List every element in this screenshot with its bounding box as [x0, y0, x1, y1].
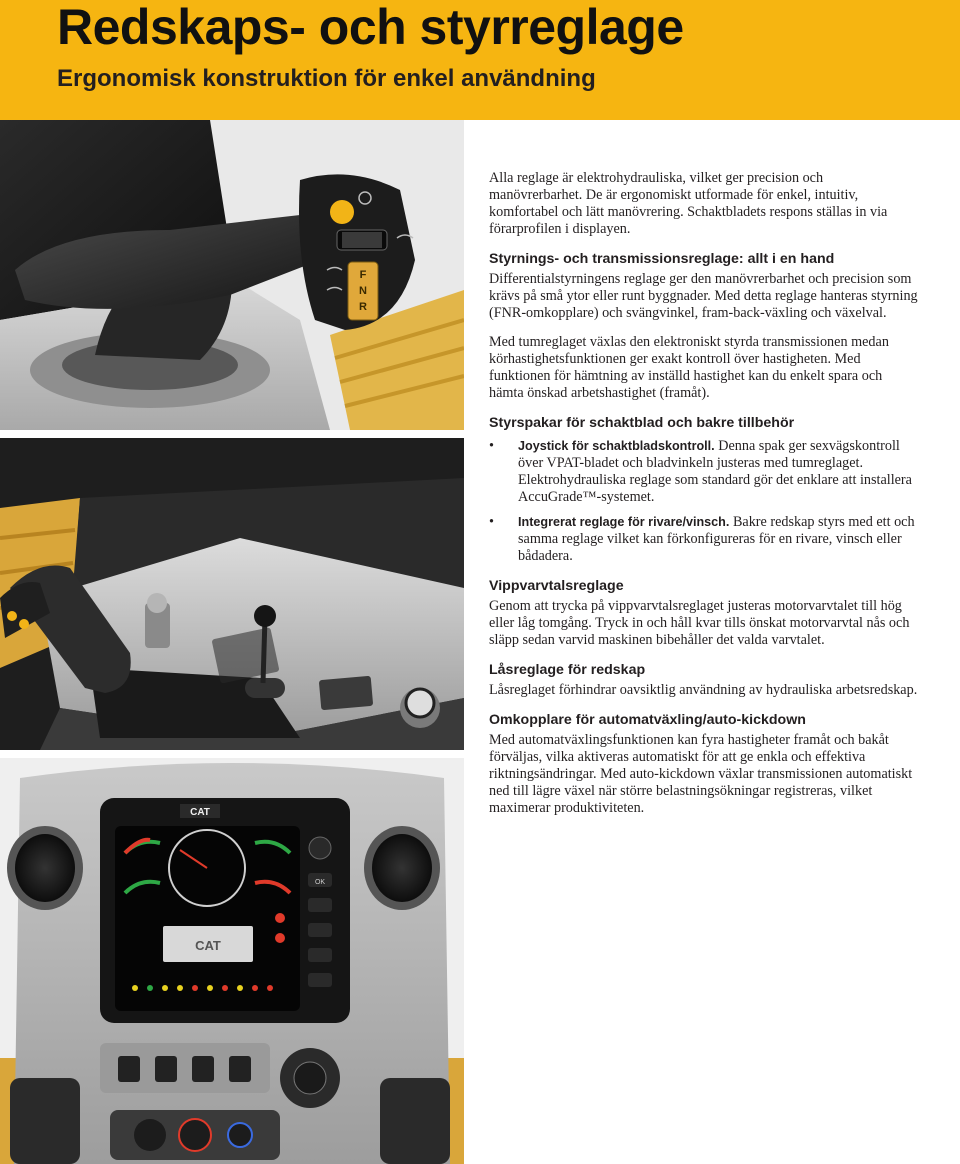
dashboard-photo — [0, 758, 464, 1164]
lock-paragraph: Låsreglaget förhindrar oavsiktlig användning av hydrauliska arbetsredskap. — [489, 682, 918, 698]
section-heading-autoshift: Omkopplare för automatväxling/auto-kickdown — [489, 712, 806, 728]
page-title: Redskaps- och styrreglage — [57, 0, 684, 55]
list-item — [489, 438, 919, 506]
bullet-lead: Integrerat reglage för rivare/vinsch. — [518, 515, 730, 529]
fnr-f-label: F — [359, 269, 367, 281]
right-vent — [372, 834, 432, 902]
levers-list — [489, 438, 919, 565]
text-column — [489, 170, 919, 829]
steering-paragraph-1: Differentialstyrningens reglage ger den manövrerbarhet och precision som krävs på små ytor eller runt byggnader. Med detta reglage hanteras styrning (FNR-omkopplare) och svängvinkel, fram-back-växling och växelval. — [489, 271, 918, 321]
section-heading-steering: Styrnings- och transmissionsreglage: allt i en hand — [489, 251, 835, 267]
page-header — [0, 0, 960, 120]
intro-paragraph: Alla reglage är elektrohydrauliska, vilket ger precision och manövrerbarhet. De är ergonomiskt utformade för enkel, intuitiv, komfortabel och lätt manövrering. Schaktbladets respons ställas in via förarprofilen i displayen. — [489, 170, 888, 237]
bullet-text: Bakre redskap styrs med ett och samma reglage vilket kan förkonfigureras för en rivare, vinsch eller bådadera. — [518, 514, 915, 564]
left-vent — [15, 834, 75, 902]
display-screen — [115, 826, 300, 1011]
ok-key-label: OK — [314, 879, 326, 886]
fnr-n-label: N — [359, 285, 367, 297]
page-subtitle: Ergonomisk konstruktion för enkel användning — [57, 65, 596, 92]
autoshift-paragraph: Med automatväxlingsfunktionen kan fyra hastigheter framåt och bakåt förväljas, vilka aktiveras automatiskt för att ge enkla och effektiva riktningsändringar. Med auto-kickdown växlar transmissionen automatiskt ned till lägre växel när större belastningsökningar registreras, vilket maximerar produktiviteten. — [489, 732, 913, 816]
bullet-text: Denna spak ger sexvägskontroll över VPAT-bladet och bladvinkeln justeras med tumreglaget. Elektrohydrauliska reglage som standard gör det enklare att installera AccuGrade™-systemet. — [518, 438, 912, 505]
photo-column — [0, 120, 464, 1164]
steering-paragraph-2: Med tumreglaget växlas den elektroniskt styrda transmissionen medan körhastighetsfunktionen ger exakt kontroll över hastigheten. Med funktionen för hämtning av inställd hastighet kan du enkelt spara och hämta önskad arbetshastighet (framåt). — [489, 334, 889, 401]
lock-knob — [406, 689, 434, 717]
screen-brand-logo: CAT — [195, 938, 221, 953]
joystick-photo — [0, 120, 464, 430]
throttle-paragraph: Genom att trycka på vippvarvtalsreglaget justeras motorvarvtalet till hög eller låg tomgång. Tryck in och håll kvar tills önskat motorvarvtal nås och släpp sedan varvid maskinen bibehåller det valda varvtalet. — [489, 598, 910, 648]
fnr-r-label: R — [359, 301, 367, 313]
blade-control-photo — [0, 438, 464, 750]
yellow-button-icon — [330, 200, 354, 224]
section-heading-throttle: Vippvarvtalsreglage — [489, 578, 624, 594]
section-heading-lock: Låsreglage för redskap — [489, 662, 646, 678]
section-heading-levers: Styrspakar för schaktblad och bakre tillbehör — [489, 415, 795, 431]
bullet-lead: Joystick för schaktbladskontroll. — [518, 439, 715, 453]
ripper-lever — [263, 618, 265, 683]
list-item — [489, 514, 919, 565]
brand-logo: CAT — [190, 807, 210, 818]
